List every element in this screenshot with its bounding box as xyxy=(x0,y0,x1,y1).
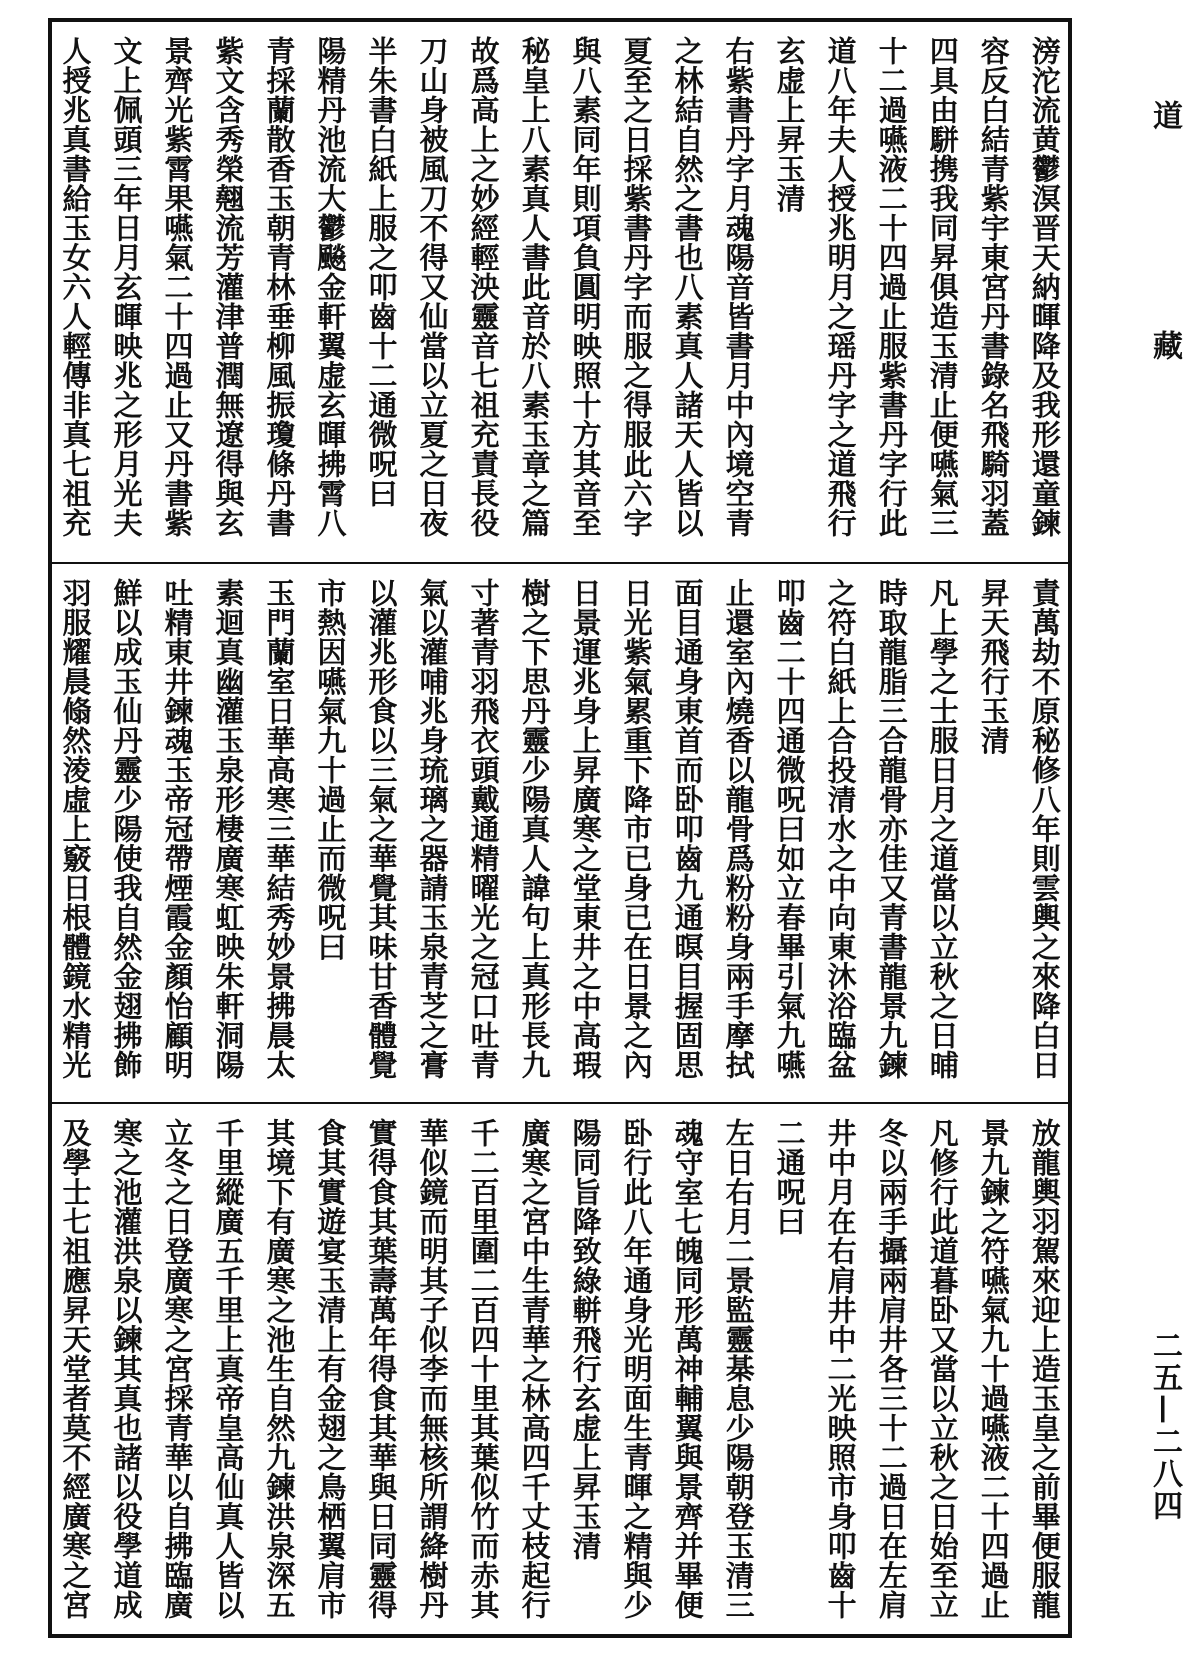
text-column: 吐精東井鍊魂玉帝冠帶煙霞金顏怡顧明 xyxy=(160,578,195,1080)
text-column: 凡上學之士服日月之道當以立秋之日晡 xyxy=(925,578,960,1080)
text-column: 日景運兆身上昇廣寒之堂東井之中高瑕 xyxy=(568,578,603,1080)
register-middle xyxy=(52,562,1068,1102)
text-column: 右紫書丹字月魂陽音皆書月中內境空青 xyxy=(721,36,756,538)
text-column: 昇天飛行玉清 xyxy=(976,578,1011,755)
text-column: 紫文含秀榮翹流芳灌津普潤無遼得與玄 xyxy=(211,36,246,538)
register-top xyxy=(52,22,1068,562)
canon-title-char-2: 藏 xyxy=(1147,330,1182,360)
text-column: 玉門蘭室日華高寒三華結秀妙景拂晨太 xyxy=(262,578,297,1080)
text-column: 樹之下思丹靈少陽真人諱句上真形長九 xyxy=(517,578,552,1080)
text-column: 時取龍脂三合龍骨亦佳又青書龍景九鍊 xyxy=(874,578,909,1080)
text-column: 千里縱廣五千里上真帝皇高仙真人皆以 xyxy=(211,1118,246,1620)
text-column: 日光紫氣累重下降市已身已在日景之內 xyxy=(619,578,654,1080)
text-column: 玄虚上昇玉清 xyxy=(772,36,807,213)
text-column: 以灌兆形食以三氣之華覺其味甘香體覺 xyxy=(364,578,399,1080)
text-column: 景九鍊之符嚥氣九十過嚥液二十四過止 xyxy=(976,1118,1011,1620)
text-column: 之符白紙上合投清水之中向東沐浴臨盆 xyxy=(823,578,858,1080)
text-column: 實得食其葉壽萬年得食其華與日同靈得 xyxy=(364,1118,399,1620)
text-column: 寸著青羽飛衣頭戴通精曜光之冠口吐青 xyxy=(466,578,501,1080)
text-column: 井中月在右肩井中二光映照市身叩齒十 xyxy=(823,1118,858,1620)
text-column: 陽同旨降致綠軿飛行玄虚上昇玉清 xyxy=(568,1118,603,1561)
text-column: 千二百里圍二百四十里其葉似竹而赤其 xyxy=(466,1118,501,1620)
text-column: 廣寒之宮中生青華之林高四千丈枝起行 xyxy=(517,1118,552,1620)
text-column: 四具由駢携我同昇俱造玉清止便嚥氣三 xyxy=(925,36,960,538)
text-column: 止還室內燒香以龍骨爲粉粉身兩手摩拭 xyxy=(721,578,756,1080)
text-column: 食其實遊宴玉清上有金翅之鳥栖翼肩市 xyxy=(313,1118,348,1620)
text-column: 十二過嚥液二十四過止服紫書丹字行此 xyxy=(874,36,909,538)
text-column: 容反白結青紫宇東宮丹書錄名飛騎羽蓋 xyxy=(976,36,1011,538)
text-column: 鮮以成玉仙丹靈少陽使我自然金翅拂飾 xyxy=(109,578,144,1080)
text-column: 責萬劫不原秘修八年則雲輿之來降白日 xyxy=(1027,578,1062,1080)
folio-number: 二五—二八四 xyxy=(1147,1330,1182,1522)
canon-title-char-1: 道 xyxy=(1147,100,1182,130)
register-bottom xyxy=(52,1102,1068,1634)
text-column: 叩齒二十四通微呪曰如立春畢引氣九嚥 xyxy=(772,578,807,1080)
column-group xyxy=(60,1118,1060,1624)
text-column: 滂沱流黄鬱溟晋天納暉降及我形還童鍊 xyxy=(1027,36,1062,538)
text-column: 景齊光紫霄果嚥氣二十四過止又丹書紫 xyxy=(160,36,195,538)
text-column: 人授兆真書給玉女六人輕傳非真七祖充 xyxy=(58,36,93,538)
text-column: 卧行此八年通身光明面生青暉之精與少 xyxy=(619,1118,654,1620)
text-column: 半朱書白紙上服之叩齒十二通微呪曰 xyxy=(364,36,399,508)
text-column: 夏至之日採紫書丹字而服之得服此六字 xyxy=(619,36,654,538)
text-column: 放龍輿羽駕來迎上造玉皇之前畢便服龍 xyxy=(1027,1118,1062,1620)
column-group xyxy=(60,578,1060,1092)
text-column: 市熱因嚥氣九十過止而微呪曰 xyxy=(313,578,348,962)
text-column: 素迴真幽灌玉泉形棲廣寒虹映朱軒洞陽 xyxy=(211,578,246,1080)
text-column: 其境下有廣寒之池生自然九鍊洪泉深五 xyxy=(262,1118,297,1620)
text-column: 及學士七祖應昇天堂者莫不經廣寒之宮 xyxy=(58,1118,93,1620)
page-frame xyxy=(48,18,1072,1638)
text-column: 魂守室七魄同形萬神輔翼與景齊并畢便 xyxy=(670,1118,705,1620)
text-column: 秘皇上八素真人書此音於八素玉章之篇 xyxy=(517,36,552,538)
text-column: 故爲高上之妙經輕泱靈音七祖充責長役 xyxy=(466,36,501,538)
text-column: 面目通身東首而卧叩齒九通暝目握固思 xyxy=(670,578,705,1080)
text-column: 陽精丹池流大鬱飈金軒翼虚玄暉拂霄八 xyxy=(313,36,348,538)
text-column: 與八素同年則項負圓明映照十方其音至 xyxy=(568,36,603,538)
text-column: 羽服耀晨翛然淩虛上竅日根體鏡水精光 xyxy=(58,578,93,1080)
text-column: 之林結自然之書也八素真人諸天人皆以 xyxy=(670,36,705,538)
text-column: 立冬之日登廣寒之宮採青華以自拂臨廣 xyxy=(160,1118,195,1620)
text-column: 文上佩頭三年日月玄暉映兆之形月光夫 xyxy=(109,36,144,538)
text-column: 道八年夫人授兆明月之瑶丹字之道飛行 xyxy=(823,36,858,538)
text-column: 青採蘭散香玉朝青林垂柳風振瓊條丹書 xyxy=(262,36,297,538)
text-column: 刀山身被風刀不得又仙當以立夏之日夜 xyxy=(415,36,450,538)
text-column: 左日右月二景監靈棊息少陽朝登玉清三 xyxy=(721,1118,756,1620)
column-group xyxy=(60,36,1060,552)
text-column: 華似鏡而明其子似李而無核所謂絳樹丹 xyxy=(415,1118,450,1620)
text-column: 凡修行此道暮卧又當以立秋之日始至立 xyxy=(925,1118,960,1620)
text-column: 氣以灌哺兆身琉璃之器請玉泉青芝之膏 xyxy=(415,578,450,1080)
text-column: 冬以兩手攝兩肩井各三十二過日在左肩 xyxy=(874,1118,909,1620)
text-column: 二通呪曰 xyxy=(772,1118,807,1236)
text-column: 寒之池灌洪泉以鍊其真也諸以役學道成 xyxy=(109,1118,144,1620)
